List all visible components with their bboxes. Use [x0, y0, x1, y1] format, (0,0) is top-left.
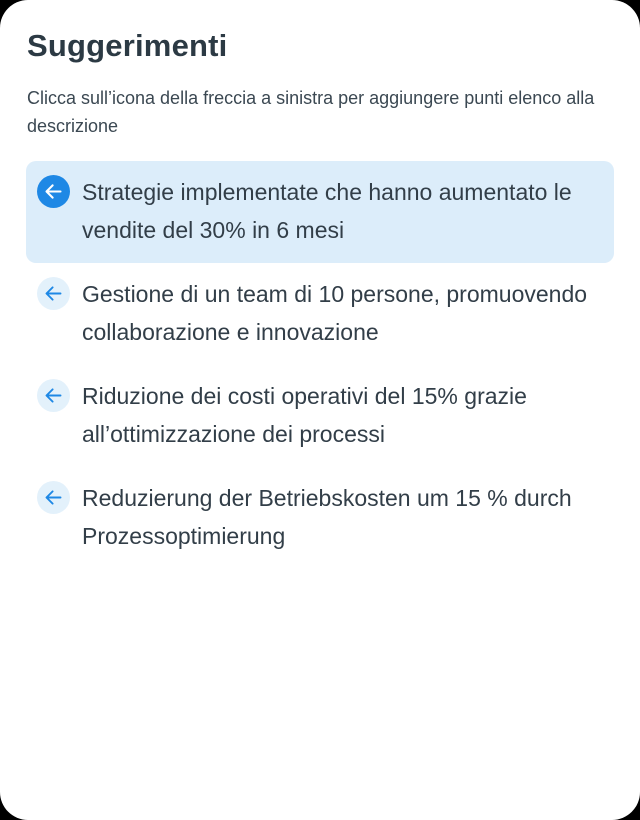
suggestion-text: Reduzierung der Betriebskosten um 15 % durch Prozessoptimierung — [82, 485, 572, 549]
suggestion-item[interactable] — [26, 467, 614, 569]
suggestion-text: Riduzione dei costi operativi del 15% grazie all’ottimizzazione dei processi — [82, 383, 527, 447]
panel-subtitle: Clicca sull’icona della freccia a sinistra per aggiungere punti elenco alla descrizione — [27, 88, 595, 136]
suggestion-item[interactable] — [26, 365, 614, 467]
arrow-left-icon[interactable] — [37, 175, 70, 208]
arrow-left-icon[interactable] — [37, 481, 70, 514]
suggestion-item[interactable] — [26, 161, 614, 263]
arrow-left-icon[interactable] — [37, 277, 70, 310]
suggestion-item[interactable] — [26, 263, 614, 365]
suggestion-text: Gestione di un team di 10 persone, promuovendo collaborazione e innovazione — [82, 281, 588, 345]
arrow-left-icon[interactable] — [37, 379, 70, 412]
suggestion-list — [26, 161, 614, 569]
panel-title: Suggerimenti — [27, 28, 228, 63]
suggestion-text: Strategie implementate che hanno aumentato le vendite del 30% in 6 mesi — [82, 179, 572, 243]
